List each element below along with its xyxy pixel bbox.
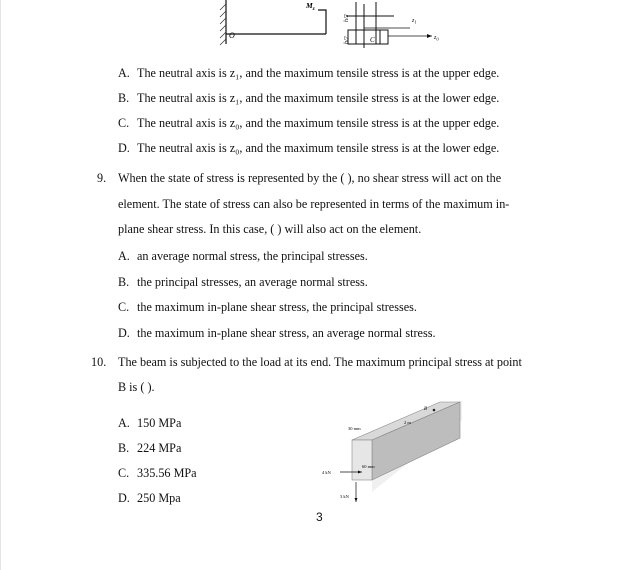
option-letter: A. (118, 416, 130, 430)
question-10-number: 10. (91, 355, 107, 369)
option-text: The neutral axis is z₀, and the maximum tensile stress is at the lower edge. (137, 141, 500, 155)
option-letter: A. (118, 66, 130, 80)
question-text-line: When the state of stress is represented by the ( ), no shear stress will act on the (118, 171, 502, 185)
point-c-label: C (370, 36, 375, 44)
axis-z0-label: $z_0$ (434, 35, 439, 42)
length-dimension-label: 2 m (404, 420, 411, 425)
question-text-line: The beam is subjected to the load at its end. The maximum principal stress at point (118, 355, 522, 369)
question-text-line: B is ( ). (118, 380, 155, 394)
page-number: 3 (316, 510, 323, 524)
option-text: The neutral axis is z₀, and the maximum tensile stress is at the upper edge. (137, 116, 500, 130)
h-top-label: h/2 (344, 14, 350, 22)
option-text: the maximum in-plane shear stress, the principal stresses. (137, 300, 417, 314)
option-letter: B. (118, 441, 130, 455)
question-text-line: plane shear stress. In this case, ( ) will also act on the element. (118, 222, 422, 236)
option-letter: B. (118, 91, 130, 105)
option-text: 150 MPa (137, 416, 182, 430)
option-text: the maximum in-plane shear stress, an average normal stress. (137, 325, 436, 340)
option-text: 250 Mpa (137, 491, 181, 505)
option-text: 224 MPa (137, 441, 182, 455)
option-text: 335.56 MPa (137, 466, 197, 480)
wall-hatching (220, 4, 226, 45)
height-dimension-label: 60 mm (362, 464, 375, 469)
beam-figure (312, 380, 468, 506)
option-text: The neutral axis is z₁, and the maximum tensile stress is at the lower edge. (137, 91, 500, 105)
option-letter: A. (118, 249, 130, 263)
moment-symbol (318, 10, 326, 34)
option-text: the principal stresses, an average normal stress. (137, 274, 368, 289)
axis-z1-label: $z_1$ (412, 18, 417, 25)
question-9-number: 9. (97, 171, 107, 185)
option-letter: B. (118, 274, 130, 289)
h-bottom-label: h/2 (344, 36, 350, 44)
option-text: an average normal stress, the principal stresses. (137, 249, 368, 263)
origin-label: O (229, 31, 235, 40)
load-horizontal-label: 4 kN (322, 470, 331, 475)
point-b-label: B (424, 407, 428, 412)
page-edge (0, 0, 1, 570)
beam-end-face (352, 440, 372, 480)
option-letter: D. (118, 141, 130, 155)
axis-z0-arrow (427, 34, 432, 38)
option-text: The neutral axis is z₁, and the maximum tensile stress is at the upper edge. (137, 66, 500, 80)
cantilever-moment-figure (200, 0, 460, 52)
option-letter: C. (118, 300, 130, 314)
option-letter: D. (118, 491, 130, 505)
option-letter: D. (118, 325, 130, 340)
option-letter: C. (118, 116, 130, 130)
moment-label: $M_z$ (306, 1, 315, 12)
width-dimension-label: 30 mm (348, 426, 361, 431)
point-b (433, 409, 436, 412)
question-text-line: element. The state of stress can also be represented in terms of the maximum in- (118, 196, 510, 211)
load-vertical-label: 3 kN (340, 494, 349, 499)
option-letter: C. (118, 466, 130, 480)
